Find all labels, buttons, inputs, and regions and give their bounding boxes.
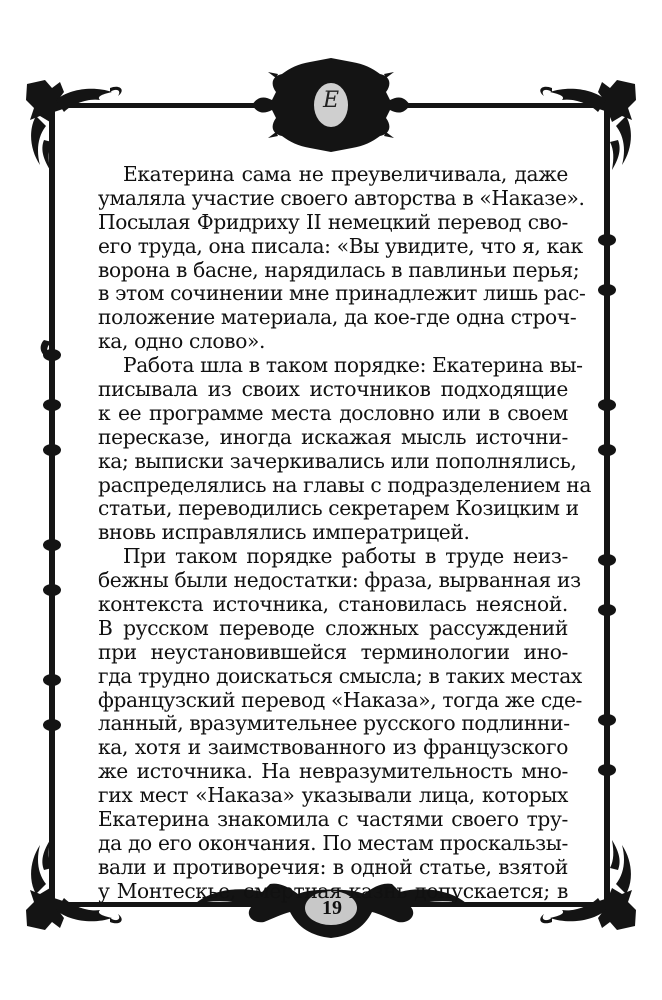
text-line: к ее программе места дословно или в своем xyxy=(98,400,568,425)
text-line: у Монтескье, смертная казнь допускается; в xyxy=(98,878,568,903)
text-line: да до его окончания. По местам проскальзы- xyxy=(98,830,568,855)
text-line: вновь исправлялись императрицей. xyxy=(98,520,470,545)
text-line: статьи, переводились секретарем Козицким и xyxy=(98,496,579,521)
page-number: 19 xyxy=(322,897,342,919)
text-line: ка, хотя и заимствованного из французского xyxy=(98,735,568,760)
text-line: гда трудно доискаться смысла; в таких местах xyxy=(98,663,582,688)
paragraph-2 xyxy=(98,353,592,545)
page-body-text xyxy=(98,162,592,904)
text-line: При таком порядке работы в труде неиз- xyxy=(123,544,568,569)
text-line: ланный, вразумительнее русского подлинни- xyxy=(98,711,570,736)
text-line: Екатерина сама не преувеличивала, даже xyxy=(123,162,568,186)
text-line: писывала из своих источников подходящие xyxy=(98,377,568,402)
text-line: распределялись на главы с подразделением на xyxy=(98,472,592,497)
text-line: положение материала, да кое-где одна строч- xyxy=(98,305,577,330)
text-line: пересказе, иногда искажая мысль источни- xyxy=(98,424,568,449)
text-line: бежны были недостатки: фраза, вырванная из xyxy=(98,568,581,593)
text-line: ка, одно слово». xyxy=(98,329,266,354)
floral-corner-icon xyxy=(540,80,636,170)
text-line: Екатерина знакомила с частями своего тру- xyxy=(98,807,568,832)
text-line: В русском переводе сложных рассуждений xyxy=(98,615,568,640)
text-line: контекста источника, становилась неясной. xyxy=(98,592,568,617)
monogram-letter: Е xyxy=(322,88,340,113)
paragraph-1 xyxy=(98,162,586,354)
text-line: его труда, она писала: «Вы увидите, что я, как xyxy=(98,233,583,258)
text-line: французский перевод «Наказа», тогда же сде- xyxy=(98,687,583,712)
text-line: гих мест «Наказа» указывали лица, которых xyxy=(98,783,568,808)
text-line: ворона в басне, нарядилась в павлиньи перья; xyxy=(98,257,580,282)
text-line: же источника. На невразумительность мно- xyxy=(98,759,568,784)
text-line: вали и противоречия: в одной статье, взятой xyxy=(98,854,568,879)
text-line: Посылая Фридриху II немецкий перевод сво- xyxy=(98,209,568,234)
text-line: ка; выписки зачеркивались или пополнялись, xyxy=(98,448,577,473)
text-line: в этом сочинении мне принадлежит лишь рас- xyxy=(98,281,586,306)
text-line: при неустановившейся терминологии ино- xyxy=(98,639,568,664)
text-line: Работа шла в таком порядке: Екатерина вы- xyxy=(123,353,583,378)
text-line: умаляла участие своего авторства в «Наказе». xyxy=(98,185,585,210)
paragraph-3 xyxy=(98,544,583,903)
